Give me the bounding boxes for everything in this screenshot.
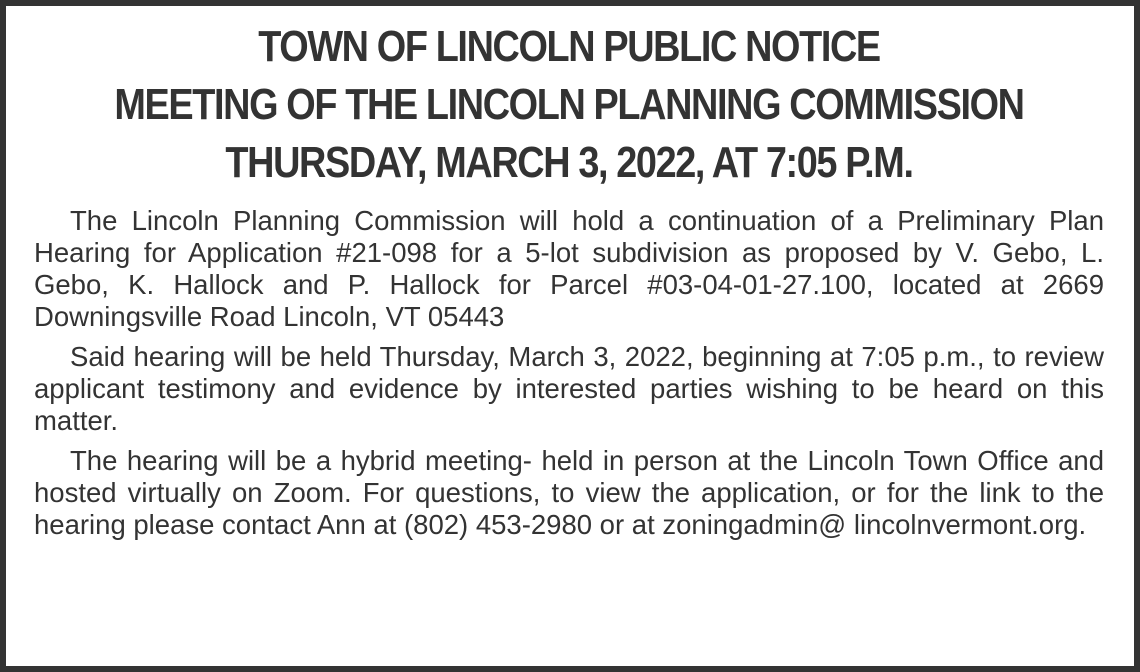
hearing-schedule-paragraph: Said hearing will be held Thursday, March 3, 2022, beginning at 7:05 p.m., to review applicant testimony and evidence by interested parties wishing to be heard on this matter. <box>34 341 1104 436</box>
meeting-date-title: THURSDAY, MARCH 3, 2022, AT 7:05 P.M. <box>225 138 913 187</box>
meeting-title: MEETING OF THE LINCOLN PLANNING COMMISSION <box>114 80 1024 129</box>
hearing-description-paragraph: The Lincoln Planning Commission will hold a continuation of a Preliminary Plan Hearing for Application #21-098 for a 5-lot subdivision as proposed by V. Gebo, L. Gebo, K. Hallock and P. Hallock for Parcel #03-04-01-27.100, located at 2669 Downingsville Road Lincoln, VT 05443 <box>34 205 1104 332</box>
hearing-contact-paragraph: The hearing will be a hybrid meeting- held in person at the Lincoln Town Office and hosted virtually on Zoom. For questions, to view the application, or for the link to the hearing please contact Ann at (802) 453-2980 or at zoningadmin@ lincolnvermont.org. <box>34 445 1104 540</box>
notice-header <box>34 18 1104 192</box>
notice-title: TOWN OF LINCOLN PUBLIC NOTICE <box>258 22 880 71</box>
